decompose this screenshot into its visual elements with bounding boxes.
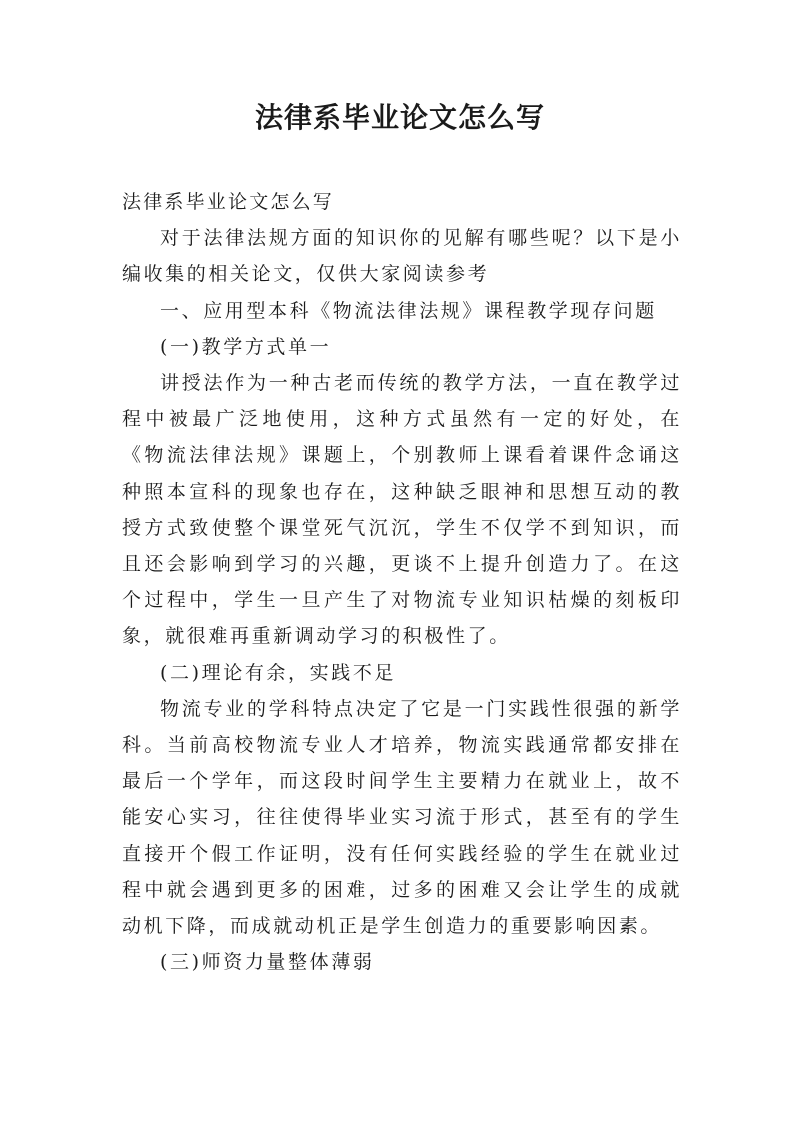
subsection-heading-2: (二)理论有余，实践不足 [160, 661, 397, 684]
intro-paragraph: 对于法律法规方面的知识你的见解有哪些呢？以下是小编收集的相关论文，仅供大家阅读参考 [122, 227, 682, 286]
paragraph-teaching-method: 讲授法作为一种古老而传统的教学方法，一直在教学过程中被最广泛地使用，这种方式虽然有一定的好处，在《物流法律法规》课题上，个别教师上课看着课件念诵这种照本宣科的现象也存在，这种缺乏眼神和思想互动的教授方式致使整个课堂死气沉沉，学生不仅学不到知识，而且还会影响到学习的兴趣，更谈不上提升创造力了。在这个过程中，学生一旦产生了对物流专业知识枯燥的刻板印象，就很难再重新调动学习的积极性了。 [122, 372, 682, 648]
document-title: 法律系毕业论文怎么写 [254, 101, 545, 134]
section-heading-1: 一、应用型本科《物流法律法规》课程教学现存问题 [160, 299, 657, 322]
document-subtitle: 法律系毕业论文怎么写 [122, 191, 335, 213]
subsection-heading-1: (一)教学方式单一 [160, 335, 332, 358]
paragraph-practice: 物流专业的学科特点决定了它是一门实践性很强的新学科。当前高校物流专业人才培养，物流实践通常都安排在最后一个学年，而这段时间学生主要精力在就业上，故不能安心实习，往往使得毕业实习流于形式，甚至有的学生直接开个假工作证明，没有任何实践经验的学生在就业过程中就会遇到更多的困难，过多的困难又会让学生的成就动机下降，而成就动机正是学生创造力的重要影响因素。 [122, 697, 682, 938]
document-body [122, 184, 682, 980]
subsection-heading-3: (三)师资力量整体薄弱 [160, 951, 375, 974]
